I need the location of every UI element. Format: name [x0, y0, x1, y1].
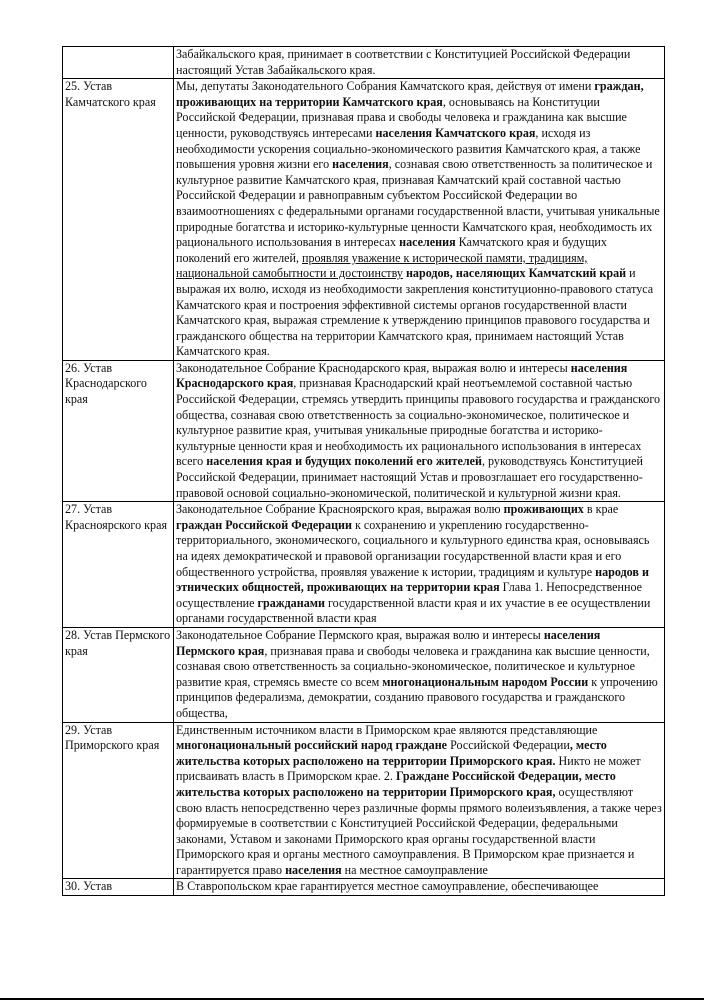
text-run: , признавая права и свободы человека и гражданина как высшие ценности, сознавая свою ответственность за социально-экономическое, политическое и культурное развитие края, стремясь вместе со всем: [176, 643, 650, 689]
text-run: , руководствуясь Конституцией Российской Федерации, принимает настоящий Устав и провозглашает его государственно-правовой основой социально-экономической, политической и культурной жизни края.: [176, 454, 643, 500]
row-text: [174, 360, 665, 501]
text-run: на местное самоуправление: [341, 862, 488, 877]
text-run: Мы, депутаты Законодательного Собрания Камчатского края, действуя от имени: [176, 79, 595, 94]
text-run: , исходя из необходимости ускорения социально-экономического развития Камчатского края, а также повышения уровня жизни его: [176, 125, 641, 172]
underlined-run: проявляя уважение к исторической памяти, традициям, национальной самобытности и достоинству: [176, 250, 588, 281]
row-text: [174, 79, 665, 361]
bold-run: населения Пермского края: [176, 627, 601, 658]
text-run: Законодательное Собрание Пермского края, выражая волю и интересы: [176, 627, 544, 642]
row-label: 27. Устав Красноярского края: [63, 502, 174, 628]
bold-run: народов, населяющих Камчатский край: [405, 266, 627, 281]
bold-run: населения: [285, 862, 342, 877]
text-run: Законодательное Собрание Краснодарского края, выражая волю и интересы: [176, 360, 571, 375]
text-run: к сохранению и укреплению государственно-территориального, экономического, социального и культурного единства края, основываясь на идеях демократической и правовой организации государственной власти края и его общественного устройства, проявляя уважение к истории, традициям и культуре: [176, 517, 650, 579]
row-text: [174, 879, 665, 896]
bold-run: граждан Российской Федерации: [176, 517, 352, 532]
row-label: 30. Устав: [63, 879, 174, 896]
table-row: [63, 502, 665, 628]
bold-run: населения Краснодарского края: [176, 360, 628, 391]
bold-run: многонациональный российский народ граждане: [176, 738, 448, 753]
text-run: Камчатского края и будущих поколений его жителей,: [176, 235, 607, 265]
text-run: В Ставропольском крае гарантируется местное самоуправление, обеспечивающее: [176, 879, 599, 894]
text-run: осуществляют свою власть непосредственно через различные формы прямого волеизъявления, а также через формируемые в соответствии с Конституцией Российской Федерации, федеральными законами, Уставом и законами Приморского края органы государственной власти Приморского края и органы местного самоуправления. В Приморском крае признается и гарантируется право: [176, 784, 662, 877]
bold-run: населения края и будущих поколений его жителей: [206, 454, 482, 469]
table-row: [63, 879, 665, 896]
table-row: [63, 722, 665, 879]
bold-run: гражданами: [257, 595, 325, 610]
text-run: в крае: [583, 502, 619, 517]
bold-run: , место жительства которых расположено на территории Приморского края.: [176, 738, 607, 768]
table-row: [63, 627, 665, 722]
bold-run: проживающих: [503, 502, 584, 517]
document-table: [62, 46, 665, 896]
row-text: [174, 722, 665, 879]
text-run: , основываясь на Конституции Российской Федерации, признавая права и свободы человека и гражданина как высшие ценности, руководствуясь интересами: [176, 94, 627, 140]
text-run: Глава 1. Непосредственное осуществление: [176, 580, 643, 610]
row-label: 29. Устав Приморского края: [63, 722, 174, 879]
text-run: Единственным источником власти в Приморском крае являются представляющие: [176, 722, 598, 737]
row-label: 28. Устав Пермского края: [63, 627, 174, 722]
bold-run: граждан, проживающих на территории Камчатского края: [176, 79, 644, 109]
text-run: и выражая их волю, исходя из необходимости закрепления конституционно-правового статуса Камчатского края и построения эффективной системы органов государственной власти Камчатского края, выражая стремление к утверждению принципов правового государства и гражданского общества на территории Камчатского края, принимаем настоящий Устав Камчатского края.: [176, 266, 654, 359]
row-label: 25. Устав Камчатского края: [63, 79, 174, 361]
row-text: [174, 47, 665, 79]
text-run: Забайкальского края, принимает в соответствии с Конституцией Российской Федерации настоящий Устав Забайкальского края.: [176, 47, 631, 77]
row-text: [174, 502, 665, 628]
table-row: [63, 79, 665, 361]
text-run: Российской Федерации: [447, 738, 570, 753]
row-label: [63, 47, 174, 79]
bold-run: народов и этнических общностей, проживающих на территории края: [176, 564, 649, 595]
bold-run: многонациональным народом России: [382, 674, 589, 689]
table-row: [63, 47, 665, 79]
bold-run: Граждане Российской Федерации, место жительства которых расположено на территории Приморского края,: [176, 769, 616, 799]
text-run: государственной власти края и их участие в ее осуществлении органами государственной власти края: [176, 595, 651, 626]
bold-run: населения Камчатского края: [375, 125, 536, 140]
text-run: , признавая Краснодарский край неотъемлемой составной частью Российской Федерации, стремясь утвердить принципы правового государства и гражданского общества, сознавая свою ответственность за социально-экономическое, политическое и культурное развитие края, учитывая уникальные природные богатства и историко-культурные ценности края и необходимость их рационального использования в интересах всего: [176, 376, 661, 469]
row-label: 26. Устав Краснодарского края: [63, 360, 174, 501]
text-run: Никто не может присваивать власть в Приморском крае. 2.: [176, 753, 641, 784]
text-run: Законодательное Собрание Красноярского края, выражая волю: [176, 502, 504, 517]
text-run: к упрочению принципов федерализма, демократии, созданию правового государства и гражданского общества,: [176, 674, 658, 720]
bold-run: населения: [332, 157, 389, 172]
bold-run: населения: [399, 235, 456, 250]
text-run: , сознавая свою ответственность за политическое и культурное развитие Камчатского края, признавая Камчатский край составной частью Российской Федерации и равноправным субъектом Российской Федерации во взаимоотношениях с федеральными органами государственной власти, учитывая уникальные природные богатства и историко-культурные ценности Камчатского края, необходимость их рационального использования в интересах: [176, 157, 660, 250]
table-row: [63, 360, 665, 501]
row-text: [174, 627, 665, 722]
